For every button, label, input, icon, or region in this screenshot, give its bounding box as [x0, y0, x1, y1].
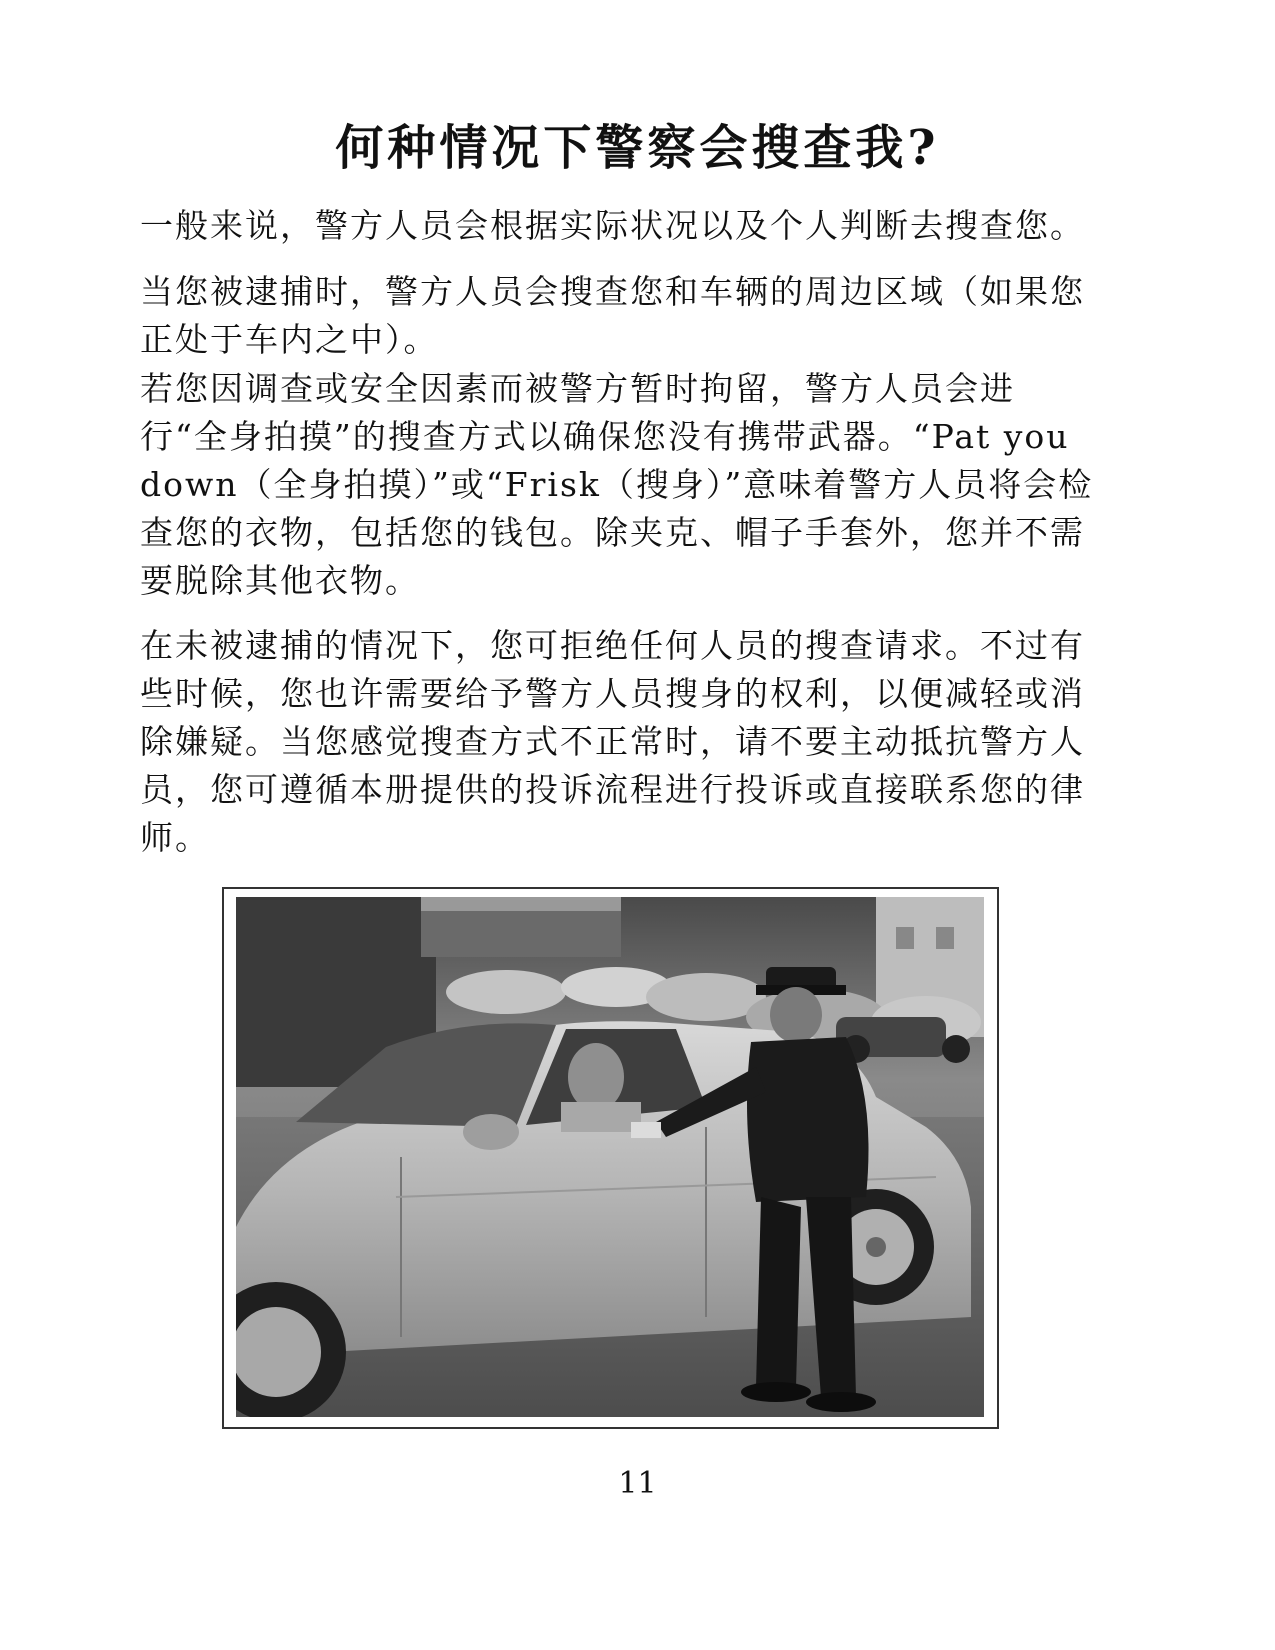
- paragraph-refuse-search: 在未被逮捕的情况下，您可拒绝任何人员的搜查请求。不过有些时候，您也许需要给予警方人员搜身的权利，以便减轻或消除嫌疑。当您感觉搜查方式不正常时，请不要主动抵抗警方人员，您可遵循本册提供的投诉流程进行投诉或直接联系您的律师。: [140, 626, 1085, 857]
- paragraph-arrest-search: 当您被逮捕时，警方人员会搜查您和车辆的周边区域（如果您正处于车内之中）。: [140, 272, 1085, 359]
- page-title: 何种情况下警察会搜查我?: [335, 120, 940, 176]
- police-car-photo: [236, 897, 984, 1417]
- paragraph-general-search: 一般来说，警方人员会根据实际状况以及个人判断去搜查您。: [140, 206, 1085, 245]
- page-number: 11: [618, 1466, 657, 1501]
- paragraph-pat-down: 若您因调查或安全因素而被警方暂时拘留，警方人员会进行“全身拍摸”的搜查方式以确保您没有携带武器。“Pat you down（全身拍摸）”或“Frisk（搜身）”意味着警方人员将会检查您的衣物，包括您的钱包。除夹克、帽子手套外，您并不需要脱除其他衣物。: [140, 369, 1094, 600]
